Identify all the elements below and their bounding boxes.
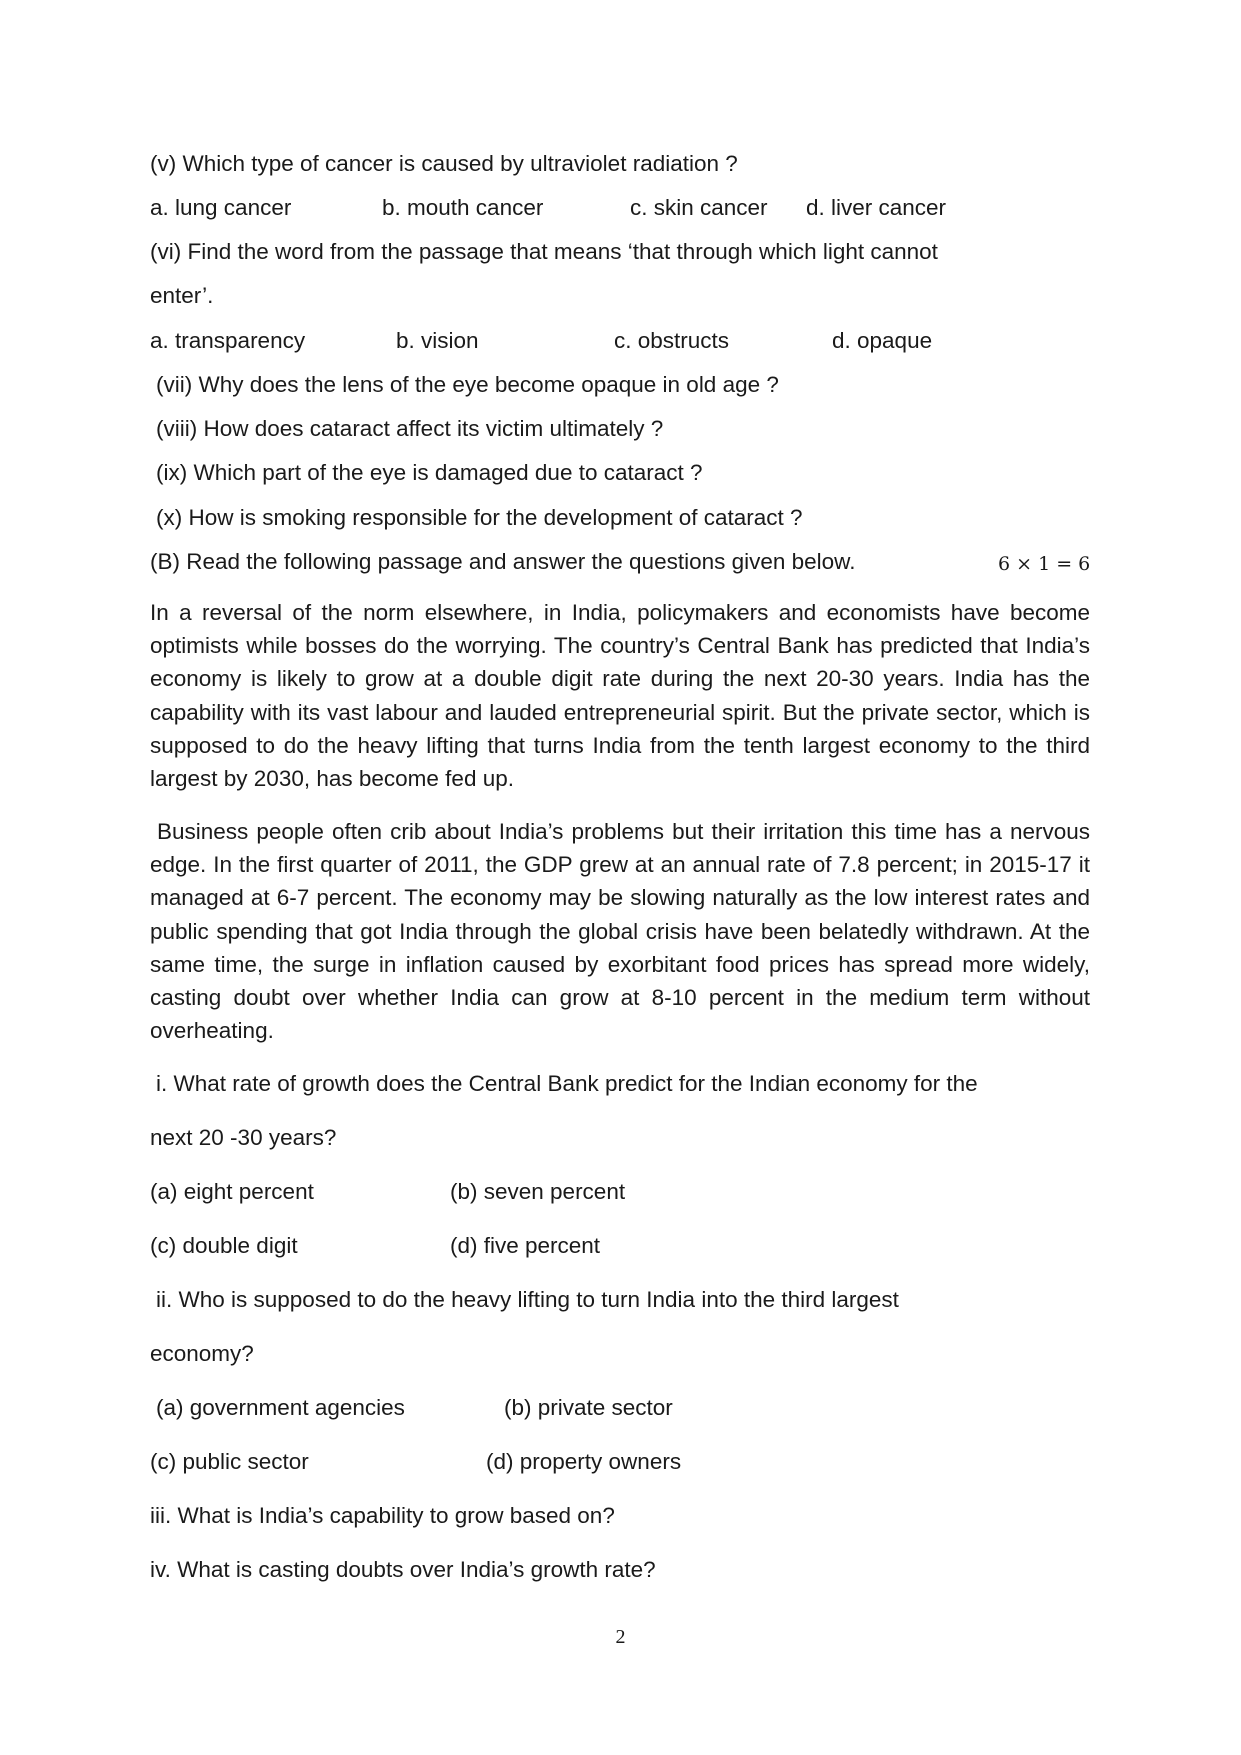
option-b-i-a: (a) eight percent: [150, 1179, 314, 1204]
page-number: 2: [615, 1626, 626, 1648]
option-vi-d: d. opaque: [832, 328, 933, 353]
option-vi-b: b. vision: [396, 328, 479, 353]
question-b-i-line1: i. What rate of growth does the Central Bank predict for the Indian economy for the: [156, 1071, 978, 1096]
option-b-i-b: (b) seven percent: [450, 1179, 626, 1204]
question-ix: (ix) Which part of the eye is damaged due to cataract ?: [156, 460, 703, 485]
question-x: (x) How is smoking responsible for the development of cataract ?: [156, 505, 803, 530]
option-v-a: a. lung cancer: [150, 195, 292, 220]
question-b-ii-line1: ii. Who is supposed to do the heavy lifting to turn India into the third largest: [156, 1287, 899, 1312]
question-viii: (viii) How does cataract affect its victim ultimately ?: [156, 416, 664, 441]
option-v-b: b. mouth cancer: [382, 195, 544, 220]
question-v: (v) Which type of cancer is caused by ultraviolet radiation ?: [150, 151, 738, 176]
question-vi-line2: enter’.: [150, 283, 214, 308]
passage-paragraph-1: In a reversal of the norm elsewhere, in India, policymakers and economists have become optimists while bosses do the worrying. The country’s Central Bank has predicted that India’s economy is likely to grow at a double digit rate during the next 20-30 years. India has the capability with its vast labour and lauded entrepreneurial spirit. But the private sector, which is supposed to do the heavy lifting that turns India from the tenth largest economy to the third largest by 2030, has become fed up.: [150, 600, 1090, 792]
option-b-i-d: (d) five percent: [450, 1233, 601, 1258]
question-b-iv: iv. What is casting doubts over India’s growth rate?: [150, 1557, 656, 1582]
option-b-ii-c: (c) public sector: [150, 1449, 309, 1474]
option-v-d: d. liver cancer: [806, 195, 947, 220]
section-b-instruction: (B) Read the following passage and answer the questions given below.: [150, 549, 856, 574]
section-b-marks: 6 × 1 = 6: [998, 553, 1091, 575]
question-b-iii: iii. What is India’s capability to grow based on?: [150, 1503, 615, 1528]
option-vi-c: c. obstructs: [614, 328, 730, 353]
question-vi-line1: (vi) Find the word from the passage that means ‘that through which light cannot: [150, 239, 938, 264]
option-v-c: c. skin cancer: [630, 195, 768, 220]
question-b-i-line2: next 20 -30 years?: [150, 1125, 337, 1150]
option-vi-a: a. transparency: [150, 328, 306, 353]
option-b-ii-d: (d) property owners: [486, 1449, 682, 1474]
option-b-ii-b: (b) private sector: [504, 1395, 673, 1420]
option-b-i-c: (c) double digit: [150, 1233, 298, 1258]
option-b-ii-a: (a) government agencies: [156, 1395, 405, 1420]
question-b-ii-line2: economy?: [150, 1341, 254, 1366]
passage-paragraph-2: Business people often crib about India’s problems but their irritation this time has a nervous edge. In the first quarter of 2011, the GDP grew at an annual rate of 7.8 percent; in 2015-17 it managed at 6-7 percent. The economy may be slowing naturally as the low interest rates and public spending that got India through the global crisis have been belatedly withdrawn. At the same time, the surge in inflation caused by exorbitant food prices has spread more widely, casting doubt over whether India can grow at 8-10 percent in the medium term without overheating.: [150, 819, 1090, 1044]
question-vii: (vii) Why does the lens of the eye become opaque in old age ?: [156, 372, 779, 397]
